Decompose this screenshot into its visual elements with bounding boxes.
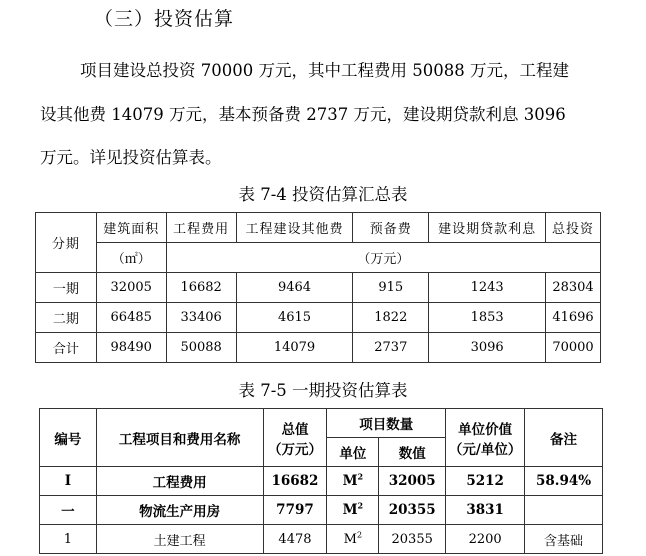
paragraph-line-1: 项目建设总投资 70000 万元，其中工程费用 50088 万元，工程建 xyxy=(80,61,569,80)
header-area: 建筑面积 xyxy=(96,213,166,243)
header-item-name: 工程项目和费用名称 xyxy=(96,409,263,467)
header-area-unit: （㎡） xyxy=(96,243,166,273)
cell-name: 土建工程 xyxy=(96,525,263,554)
cell-reserve: 2737 xyxy=(353,333,429,363)
header-phase: 分期 xyxy=(36,213,97,273)
cell-total: 16682 xyxy=(263,467,327,496)
cell-amount: 32005 xyxy=(379,467,446,496)
unit-superscript: 2 xyxy=(356,530,363,540)
unit-superscript: 2 xyxy=(357,471,364,482)
cell-total: 28304 xyxy=(546,273,601,303)
cell-total: 4478 xyxy=(263,525,327,554)
cell-interest: 1243 xyxy=(429,273,546,303)
section-heading: （三）投资估算 xyxy=(94,8,235,30)
header-total-value-unit: （万元） xyxy=(267,441,322,458)
cell-phase: 合计 xyxy=(36,333,97,363)
header-engineering-cost: 工程费用 xyxy=(166,213,236,243)
cell-area: 32005 xyxy=(96,273,166,303)
cell-note xyxy=(525,496,603,525)
paragraph-line-2: 设其他费 14079 万元，基本预备费 2737 万元，建设期贷款利息 3096 xyxy=(40,105,566,124)
unit-text: M xyxy=(342,473,358,489)
cell-name: 工程费用 xyxy=(96,467,263,496)
header-quantity: 项目数量 xyxy=(327,409,446,438)
header-unit: 单位 xyxy=(327,438,379,467)
table-row xyxy=(36,303,601,333)
cell-note: 58.94% xyxy=(525,467,603,496)
cell-other: 14079 xyxy=(236,333,353,363)
cell-total: 7797 xyxy=(263,496,327,525)
cell-price: 5212 xyxy=(446,467,525,496)
cell-interest: 1853 xyxy=(429,303,546,333)
cell-unit xyxy=(327,467,379,496)
cell-reserve: 1822 xyxy=(353,303,429,333)
header-note: 备注 xyxy=(525,409,603,467)
cell-amount: 20355 xyxy=(379,496,446,525)
cell-eng: 16682 xyxy=(166,273,236,303)
cell-name: 物流生产用房 xyxy=(96,496,263,525)
header-no: 编号 xyxy=(40,409,97,467)
table-7-4-caption: 表 7-4 投资估算汇总表 xyxy=(238,185,408,204)
unit-text: M xyxy=(343,531,357,547)
header-loan-interest: 建设期贷款利息 xyxy=(429,213,546,243)
header-unit-price xyxy=(446,409,525,467)
cell-reserve: 915 xyxy=(353,273,429,303)
header-total-value-label: 总值 xyxy=(281,421,309,438)
cell-other: 4615 xyxy=(236,303,353,333)
cell-no: 一 xyxy=(40,496,97,525)
investment-summary-table xyxy=(35,212,601,363)
table-row xyxy=(36,333,601,363)
cell-phase: 二期 xyxy=(36,303,97,333)
header-unit-price-unit: （元/单位） xyxy=(448,441,522,458)
table-row xyxy=(40,525,603,554)
header-unit-price-label: 单位价值 xyxy=(458,421,513,438)
header-reserve: 预备费 xyxy=(353,213,429,243)
cell-eng: 50088 xyxy=(166,333,236,363)
cell-phase: 一期 xyxy=(36,273,97,303)
header-total-value xyxy=(263,409,327,467)
cell-total: 70000 xyxy=(546,333,601,363)
cell-amount: 20355 xyxy=(379,525,446,554)
table-row xyxy=(36,273,601,303)
header-other-cost: 工程建设其他费 xyxy=(236,213,353,243)
cell-total: 41696 xyxy=(546,303,601,333)
table-row xyxy=(40,467,603,496)
cell-note: 含基础 xyxy=(525,525,603,554)
header-money-unit: （万元） xyxy=(166,243,600,273)
paragraph-line-3: 万元。详见投资估算表。 xyxy=(40,148,222,167)
cell-no: I xyxy=(40,467,97,496)
table-7-5-caption: 表 7-5 一期投资估算表 xyxy=(238,381,408,400)
cell-unit xyxy=(327,525,379,554)
cell-interest: 3096 xyxy=(429,333,546,363)
unit-superscript: 2 xyxy=(357,500,364,511)
cell-eng: 33406 xyxy=(166,303,236,333)
header-total: 总投资 xyxy=(546,213,601,243)
cell-area: 66485 xyxy=(96,303,166,333)
table-row xyxy=(40,496,603,525)
cell-other: 9464 xyxy=(236,273,353,303)
cell-no: 1 xyxy=(40,525,97,554)
cell-price: 2200 xyxy=(446,525,525,554)
cell-area: 98490 xyxy=(96,333,166,363)
phase1-estimate-table xyxy=(39,408,603,554)
cell-price: 3831 xyxy=(446,496,525,525)
cell-unit xyxy=(327,496,379,525)
unit-text: M xyxy=(342,502,358,518)
header-amount: 数值 xyxy=(379,438,446,467)
